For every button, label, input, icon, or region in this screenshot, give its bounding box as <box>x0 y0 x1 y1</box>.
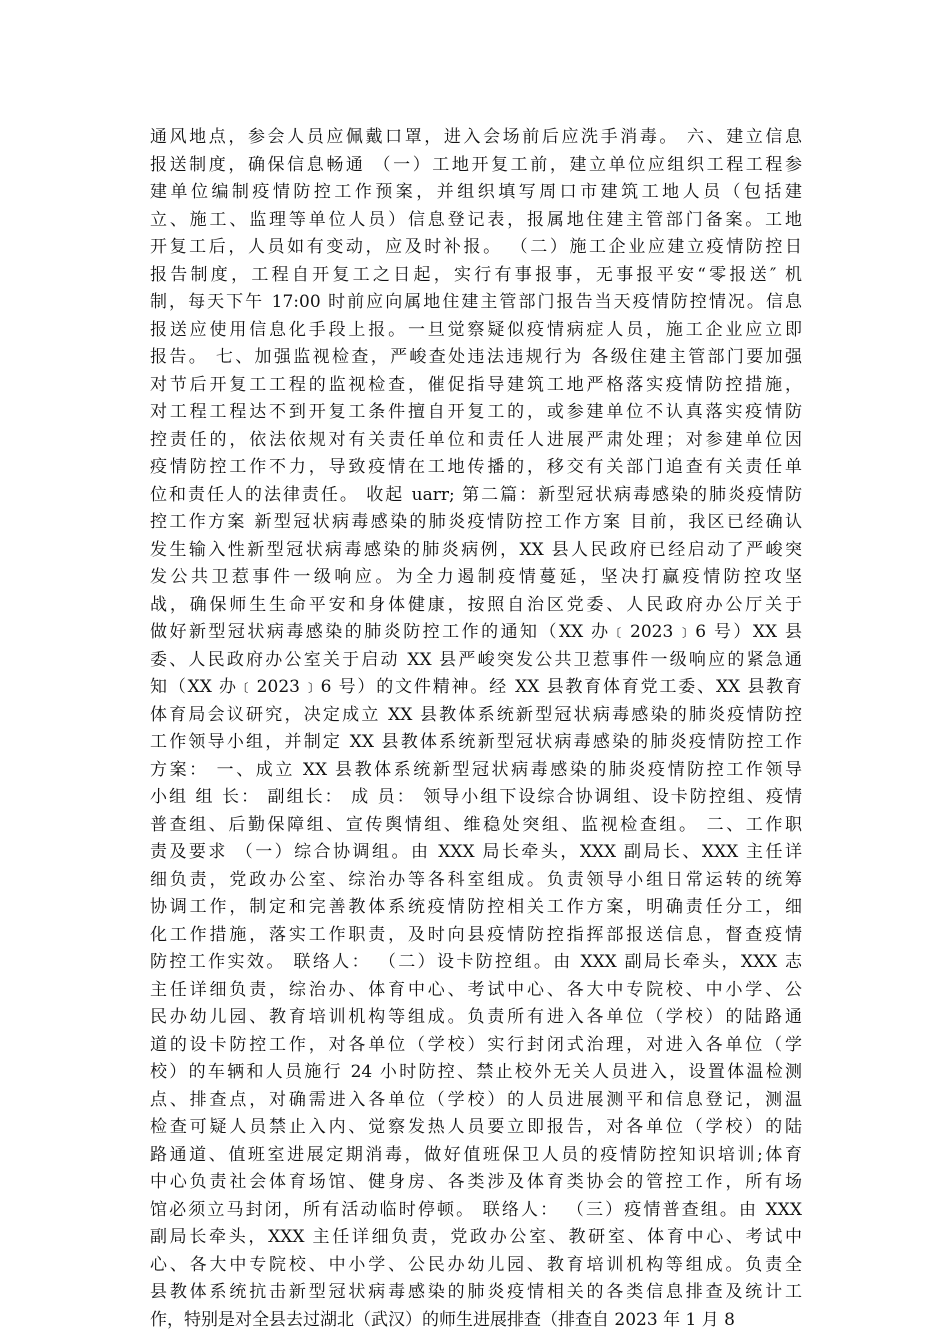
text-line: 校）的车辆和人员施行 24 小时防控、禁止校外无关人员进入，设置体温检测 <box>150 1062 802 1082</box>
text-line: 化工作措施，落实工作职责，及时向县疫情防控指挥部报送信息，督查疫情 <box>150 924 802 945</box>
text-line: 报送制度，确保信息畅通 （一）工地开复工前，建立单位应组织工程工程参 <box>150 154 802 175</box>
document-body <box>150 124 802 1334</box>
text-line: 副局长牵头，XXX 主任详细负责，党政办公室、教研室、体育中心、考试中 <box>150 1227 802 1247</box>
text-line: 报告制度，工程自开复工之日起，实行有事报事，无事报平安“零报送″ 机 <box>150 264 802 285</box>
text-line: 发公共卫惹事件一级响应。为全力遏制疫情蔓延，坚决打赢疫情防控攻坚 <box>150 567 802 587</box>
text-line: 作，特别是对全县去过湖北（武汉）的师生进展排查（排查自 2023 年 1 月 8 <box>150 1309 735 1330</box>
text-line: 中心负责社会体育场馆、健身房、各类涉及体育类协会的管控工作，所有场 <box>150 1172 802 1192</box>
text-line: 战，确保师生生命平安和身体健康，按照自治区党委、人民政府办公厅关于 <box>150 594 802 615</box>
text-line: 报告。 七、加强监视检查，严峻查处违法违规行为 各级住建主管部门要加强 <box>150 347 802 367</box>
text-line: 小组 组 长： 副组长： 成 员： 领导小组下设综合协调组、设卡防控组、疫情 <box>150 787 802 807</box>
text-line: 知（XX 办﹝2023﹞6 号）的文件精神。经 XX 县教育体育党工委、XX 县教育 <box>150 677 802 697</box>
text-line: 协调工作，制定和完善教体系统疫情防控相关工作方案，明确责任分工，细 <box>150 897 802 917</box>
text-line: 方案： 一、成立 XX 县教体系统新型冠状病毒感染的肺炎疫情防控工作领导 <box>150 759 802 780</box>
text-line: 委、人民政府办公室关于启动 XX 县严峻突发公共卫惹事件一级响应的紧急通 <box>150 649 802 670</box>
text-line: 位和责任人的法律责任。 收起 uarr; 第二篇：新型冠状病毒感染的肺炎疫情防 <box>150 484 802 505</box>
text-line: 检查可疑人员禁止入内、觉察发热人员要立即报告，对各单位（学校）的陆 <box>150 1117 802 1137</box>
text-line: 控责任的，依法依规对有关责任单位和责任人进展严肃处理；对参建单位因 <box>150 429 802 450</box>
text-line: 通风地点，参会人员应佩戴口罩，进入会场前后应洗手消毒。 六、建立信息 <box>150 127 802 147</box>
text-line: 责及要求 （一）综合协调组。由 XXX 局长牵头，XXX 副局长、XXX 主任详 <box>150 842 802 862</box>
text-line: 立、施工、监理等单位人员）信息登记表，报属地住建主管部门备案。工地 <box>150 209 802 230</box>
text-line: 路通道、值班室进展定期消毒，做好值班保卫人员的疫情防控知识培训;体育 <box>150 1144 802 1165</box>
text-line: 心、各大中专院校、中小学、公民办幼儿园、教育培训机构等组成。负责全 <box>150 1254 802 1275</box>
text-line: 对节后开复工工程的监视检查，催促指导建筑工地严格落实疫情防控措施， <box>150 374 802 395</box>
text-line: 对工程工程达不到开复工条件擅自开复工的，或参建单位不认真落实疫情防 <box>150 402 802 422</box>
text-line: 点、排查点，对确需进入各单位（学校）的人员进展测平和信息登记，测温 <box>150 1089 802 1110</box>
text-line: 做好新型冠状病毒感染的肺炎防控工作的通知（XX 办﹝2023﹞6 号）XX 县 <box>150 622 802 642</box>
text-line: 防控工作实效。 联络人： （二）设卡防控组。由 XXX 副局长牵头，XXX 志 <box>150 952 802 972</box>
text-line: 主任详细负责，综治办、体育中心、考试中心、各大中专院校、中小学、公 <box>150 979 802 1000</box>
text-line: 体育局会议研究，决定成立 XX 县教体系统新型冠状病毒感染的肺炎疫情防控 <box>150 704 802 725</box>
text-line: 发生输入性新型冠状病毒感染的肺炎病例，XX 县人民政府已经启动了严峻突 <box>150 539 802 560</box>
text-line: 馆必须立马封闭，所有活动临时停顿。 联络人： （三）疫情普查组。由 XXX <box>150 1199 802 1220</box>
text-line: 疫情防控工作不力，导致疫情在工地传播的，移交有关部门追查有关责任单 <box>150 457 802 477</box>
text-line: 工作领导小组，并制定 XX 县教体系统新型冠状病毒感染的肺炎疫情防控工作 <box>150 732 802 752</box>
text-line: 开复工后，人员如有变动，应及时补报。 （二）施工企业应建立疫情防控日 <box>150 237 802 257</box>
text-line: 县教体系统抗击新型冠状病毒感染的肺炎疫情相关的各类信息排查及统计工 <box>150 1282 802 1302</box>
text-line: 报送应使用信息化手段上报。一旦觉察疑似疫情病症人员，施工企业应立即 <box>150 319 802 340</box>
text-line: 道的设卡防控工作，对各单位（学校）实行封闭式治理，对进入各单位（学 <box>150 1034 802 1055</box>
text-line: 建单位编制疫情防控工作预案，并组织填写周口市建筑工地人员（包括建 <box>150 182 802 202</box>
text-line: 民办幼儿园、教育培训机构等组成。负责所有进入各单位（学校）的陆路通 <box>150 1007 802 1027</box>
text-line: 控工作方案 新型冠状病毒感染的肺炎疫情防控工作方案 目前，我区已经确认 <box>150 512 802 532</box>
text-line: 制，每天下午 17:00 时前应向属地住建主管部门报告当天疫情防控情况。信息 <box>150 292 802 312</box>
text-line: 细负责，党政办公室、综治办等各科室组成。负责领导小组日常运转的统筹 <box>150 869 802 890</box>
text-line: 普查组、后勤保障组、宣传舆情组、维稳处突组、监视检查组。 二、工作职 <box>150 814 802 835</box>
